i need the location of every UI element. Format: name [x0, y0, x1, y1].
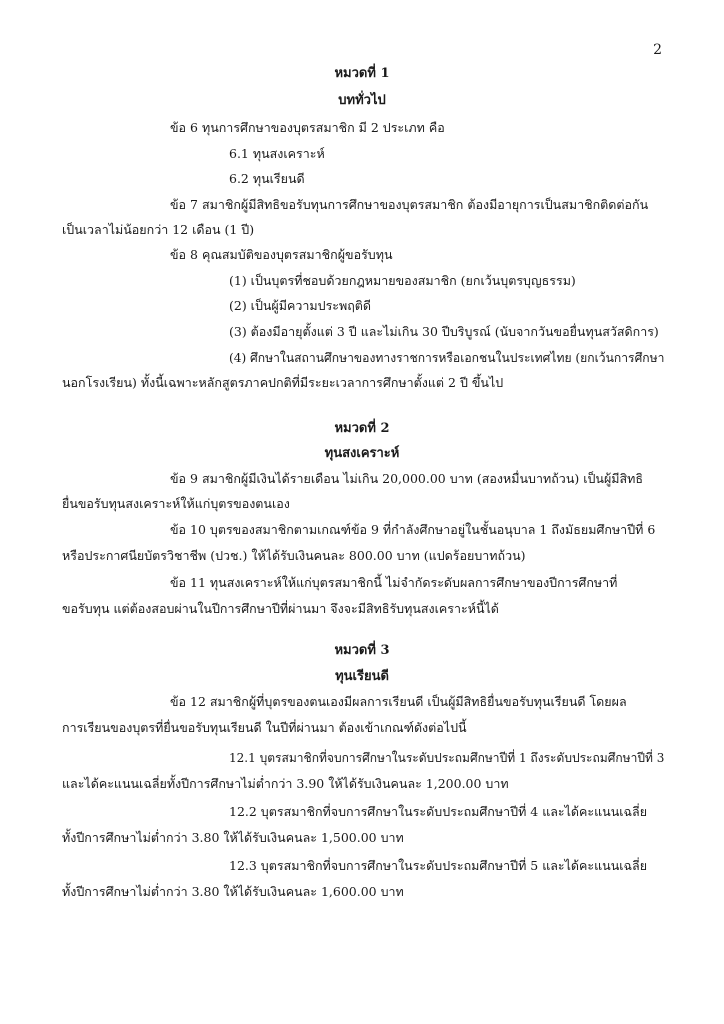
clause-6: ข้อ 6 ทุนการศึกษาของบุตรสมาชิก มี 2 ประเภท คือ [170, 120, 445, 135]
chapter-2-heading: หมวดที่ 2 [334, 421, 390, 436]
clause-8-4-line-2: นอกโรงเรียน) ทั้งนี้เฉพาะหลักสูตรภาคปกติที่มีระยะเวลาการศึกษาตั้งแต่ 2 ปี ขึ้นไป [62, 375, 504, 390]
clause-11-line-1: ข้อ 11 ทุนสงเคราะห์ให้แก่บุตรสมาชิกนี้ ไม่จำกัดระดับผลการศึกษาของปีการศึกษาที่ [170, 575, 618, 590]
clause-8-4-line-1: (4) ศึกษาในสถานศึกษาของทางราชการหรือเอกชนในประเทศไทย (ยกเว้นการศึกษา [229, 350, 665, 365]
chapter-1-title: บททั่วไป [338, 93, 386, 108]
clause-8: ข้อ 8 คุณสมบัติของบุตรสมาชิกผู้ขอรับทุน [170, 247, 393, 262]
clause-12-3-line-2: ทั้งปีการศึกษาไม่ต่ำกว่า 3.80 ให้ได้รับเงินคนละ 1,600.00 บาท [62, 884, 404, 899]
clause-11-line-2: ขอรับทุน แต่ต้องสอบผ่านในปีการศึกษาปีที่ผ่านมา จึงจะมีสิทธิรับทุนสงเคราะห์นี้ได้ [62, 601, 499, 616]
clause-12-2-line-1: 12.2 บุตรสมาชิกที่จบการศึกษาในระดับประถมศึกษาปีที่ 4 และได้คะแนนเฉลี่ย [229, 804, 648, 819]
page-number: 2 [653, 42, 662, 58]
clause-8-3: (3) ต้องมีอายุตั้งแต่ 3 ปี และไม่เกิน 30 ปีบริบูรณ์ (นับจากวันขอยื่นทุนสวัสดิการ) [229, 324, 659, 339]
clause-7-line-2: เป็นเวลาไม่น้อยกว่า 12 เดือน (1 ปี) [62, 222, 255, 237]
clause-8-2: (2) เป็นผู้มีความประพฤติดี [229, 298, 372, 313]
clause-9-line-1: ข้อ 9 สมาชิกผู้มีเงินได้รายเดือน ไม่เกิน 20,000.00 บาท (สองหมื่นบาทถ้วน) เป็นผู้มีสิทธิ [170, 471, 644, 486]
chapter-2-title: ทุนสงเคราะห์ [324, 446, 400, 461]
chapter-3-title: ทุนเรียนดี [335, 669, 389, 684]
clause-10-line-1: ข้อ 10 บุตรของสมาชิกตามเกณฑ์ข้อ 9 ที่กำลังศึกษาอยู่ในชั้นอนุบาล 1 ถึงมัธยมศึกษาปีที่ 6 [170, 522, 656, 537]
clause-12-2-line-2: ทั้งปีการศึกษาไม่ต่ำกว่า 3.80 ให้ได้รับเงินคนละ 1,500.00 บาท [62, 830, 404, 845]
clause-6-1: 6.1 ทุนสงเคราะห์ [229, 146, 325, 161]
chapter-3-heading: หมวดที่ 3 [334, 643, 390, 658]
clause-6-2: 6.2 ทุนเรียนดี [229, 171, 305, 186]
clause-12-line-1: ข้อ 12 สมาชิกผู้ที่บุตรของตนเองมีผลการเรียนดี เป็นผู้มีสิทธิยื่นขอรับทุนเรียนดี โดยผล [170, 694, 627, 709]
clause-12-3-line-1: 12.3 บุตรสมาชิกที่จบการศึกษาในระดับประถมศึกษาปีที่ 5 และได้คะแนนเฉลี่ย [229, 858, 648, 873]
clause-7-line-1: ข้อ 7 สมาชิกผู้มีสิทธิขอรับทุนการศึกษาของบุตรสมาชิก ต้องมีอายุการเป็นสมาชิกติดต่อกัน [170, 197, 649, 212]
chapter-1-heading: หมวดที่ 1 [334, 66, 390, 81]
clause-10-line-2: หรือประกาศนียบัตรวิชาชีพ (ปวช.) ให้ได้รับเงินคนละ 800.00 บาท (แปดร้อยบาทถ้วน) [62, 548, 526, 563]
clause-9-line-2: ยื่นขอรับทุนสงเคราะห์ให้แก่บุตรของตนเอง [62, 496, 290, 511]
clause-12-1-line-1: 12.1 บุตรสมาชิกที่จบการศึกษาในระดับประถมศึกษาปีที่ 1 ถึงระดับประถมศึกษาปีที่ 3 [229, 750, 665, 765]
clause-8-1: (1) เป็นบุตรที่ชอบด้วยกฎหมายของสมาชิก (ยกเว้นบุตรบุญธรรม) [229, 273, 576, 288]
clause-12-1-line-2: และได้คะแนนเฉลี่ยทั้งปีการศึกษาไม่ต่ำกว่า 3.90 ให้ได้รับเงินคนละ 1,200.00 บาท [62, 776, 509, 791]
clause-12-line-2: การเรียนของบุตรที่ยื่นขอรับทุนเรียนดี ในปีที่ผ่านมา ต้องเข้าเกณฑ์ดังต่อไปนี้ [62, 720, 467, 735]
